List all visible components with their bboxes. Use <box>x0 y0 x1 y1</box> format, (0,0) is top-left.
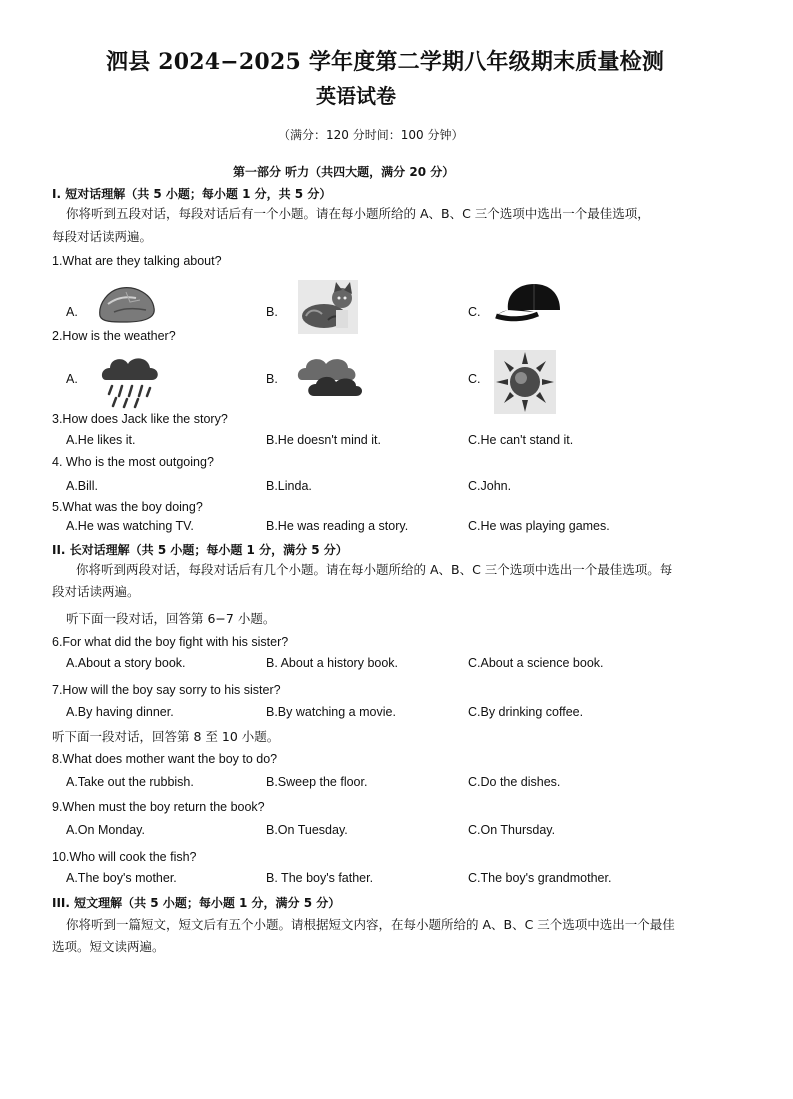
question-3: 3.How does Jack like the story? <box>52 412 228 426</box>
q5-option-b: B.He was reading a story. <box>266 519 409 533</box>
question-7: 7.How will the boy say sorry to his sister? <box>52 683 281 697</box>
rock-icon <box>96 282 158 326</box>
score-time-line: （满分：120 分时间：100 分钟） <box>278 128 464 142</box>
section3-instruction-line1: 你将听到一篇短文，短文后有五个小题。请根据短文内容，在每小题所给的 A、B、C 三个选项中选出一个最佳 <box>66 917 675 932</box>
q1-option-b: B. <box>266 305 278 319</box>
q5-option-a: A.He was watching TV. <box>66 519 194 533</box>
question-1: 1.What are they talking about? <box>52 254 222 268</box>
q1-option-a: A. <box>66 305 78 319</box>
question-8: 8.What does mother want the boy to do? <box>52 752 278 766</box>
q9-option-b: B.On Tuesday. <box>266 823 348 837</box>
exam-title: 泗县 2024−2025 学年度第二学期八年级期末质量检测 <box>106 49 665 75</box>
q4-option-c: C.John. <box>468 479 512 493</box>
q9-option-c: C.On Thursday. <box>468 823 556 837</box>
q1-option-c: C. <box>468 305 481 319</box>
section2-title: II. 长对话理解（共 5 小题；每小题 1 分，满分 5 分） <box>52 543 348 557</box>
q5-option-c: C.He was playing games. <box>468 519 610 533</box>
q3-option-c: C.He can't stand it. <box>468 433 574 447</box>
q8-option-b: B.Sweep the floor. <box>266 775 368 789</box>
question-4: 4. Who is the most outgoing? <box>52 455 214 469</box>
q6-option-b: B. About a history book. <box>266 656 399 670</box>
section1-instruction-line2: 每段对话读两遍。 <box>52 229 153 244</box>
exam-subtitle: 英语试卷 <box>316 84 396 108</box>
question-5: 5.What was the boy doing? <box>52 500 203 514</box>
section2-instruction-line1: 你将听到两段对话，每段对话后有几个小题。请在每小题所给的 A、B、C 三个选项中选出一个最佳选项。每 <box>76 562 673 577</box>
part1-title: 第一部分 听力（共四大题，满分 20 分） <box>233 165 455 179</box>
section3-instruction-line2: 选项。短文读两遍。 <box>52 939 165 954</box>
section2-listen-note-1: 听下面一段对话，回答第 6−7 小题。 <box>66 611 276 626</box>
question-10: 10.Who will cook the fish? <box>52 850 197 864</box>
cap-icon <box>494 280 562 328</box>
q10-option-c: C.The boy's grandmother. <box>468 871 612 885</box>
rain-cloud-icon <box>98 352 162 410</box>
question-9: 9.When must the boy return the book? <box>52 800 265 814</box>
section2-listen-note-2: 听下面一段对话，回答第 8 至 10 小题。 <box>52 729 280 744</box>
q4-option-a: A.Bill. <box>66 479 98 493</box>
q2-option-a: A. <box>66 372 78 386</box>
q3-option-a: A.He likes it. <box>66 433 136 447</box>
q3-option-b: B.He doesn't mind it. <box>266 433 381 447</box>
cat-icon <box>298 280 358 334</box>
q6-option-a: A.About a story book. <box>66 656 186 670</box>
q2-option-b: B. <box>266 372 278 386</box>
section1-title: I. 短对话理解（共 5 小题；每小题 1 分，共 5 分） <box>52 187 332 201</box>
cloud-icon <box>296 354 364 400</box>
q7-option-a: A.By having dinner. <box>66 705 174 719</box>
section2-instruction-line2: 段对话读两遍。 <box>52 584 140 599</box>
q4-option-b: B.Linda. <box>266 479 312 493</box>
q2-option-c: C. <box>468 372 481 386</box>
sun-icon <box>494 350 556 414</box>
q7-option-c: C.By drinking coffee. <box>468 705 584 719</box>
q9-option-a: A.On Monday. <box>66 823 145 837</box>
q7-option-b: B.By watching a movie. <box>266 705 396 719</box>
question-6: 6.For what did the boy fight with his sister? <box>52 635 289 649</box>
section3-title: III. 短文理解（共 5 小题；每小题 1 分，满分 5 分） <box>52 896 341 910</box>
q10-option-a: A.The boy's mother. <box>66 871 177 885</box>
q8-option-c: C.Do the dishes. <box>468 775 561 789</box>
q8-option-a: A.Take out the rubbish. <box>66 775 194 789</box>
q10-option-b: B. The boy's father. <box>266 871 374 885</box>
question-2: 2.How is the weather? <box>52 329 176 343</box>
q6-option-c: C.About a science book. <box>468 656 604 670</box>
section1-instruction-line1: 你将听到五段对话，每段对话后有一个小题。请在每小题所给的 A、B、C 三个选项中选出一个最佳选项， <box>66 206 650 221</box>
